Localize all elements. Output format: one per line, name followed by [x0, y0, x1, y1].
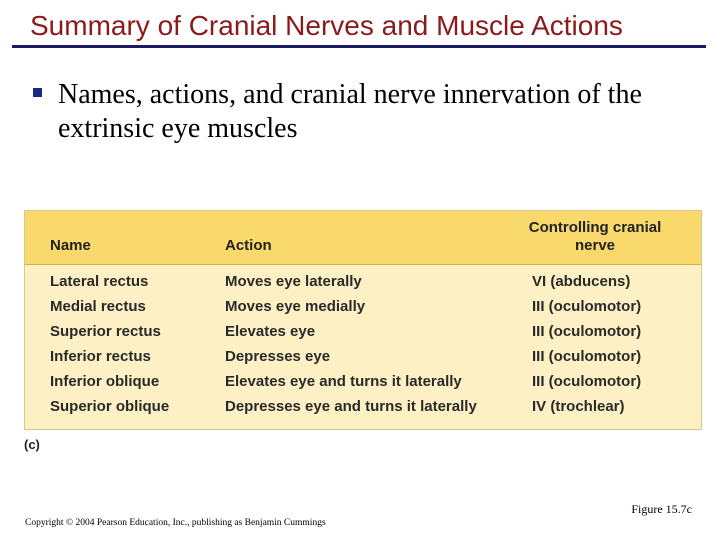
row-action: Moves eye laterally [225, 273, 362, 290]
figure-part-label: (c) [24, 437, 40, 452]
row-name: Superior oblique [50, 398, 170, 415]
slide-title: Summary of Cranial Nerves and Muscle Actions [30, 10, 623, 41]
row-name: Lateral rectus [50, 273, 149, 290]
header-name: Name [50, 237, 91, 254]
row-nerve: III (oculomotor) [532, 323, 642, 340]
row-action: Elevates eye and turns it laterally [225, 373, 462, 390]
figure-reference: Figure 15.7c [631, 502, 692, 516]
row-action: Elevates eye [225, 323, 316, 340]
row-name: Superior rectus [50, 323, 161, 340]
eye-muscle-table [24, 210, 702, 430]
row-action: Moves eye medially [225, 298, 366, 315]
header-nerve [495, 219, 695, 255]
copyright-notice: Copyright © 2004 Pearson Education, Inc., publishing as Benjamin Cummings [25, 518, 326, 528]
header-divider [25, 264, 701, 265]
row-nerve: VI (abducens) [532, 273, 631, 290]
table-header [25, 211, 701, 264]
header-nerve-line1: Controlling cranial [528, 219, 662, 236]
title-divider [12, 45, 706, 48]
row-name: Medial rectus [50, 298, 146, 315]
row-action: Depresses eye [225, 348, 331, 365]
header-nerve-line2: nerve [574, 237, 616, 254]
bullet-marker-icon [33, 88, 42, 97]
row-nerve: IV (trochlear) [532, 398, 625, 415]
row-nerve: III (oculomotor) [532, 373, 642, 390]
row-nerve: III (oculomotor) [532, 298, 642, 315]
row-nerve: III (oculomotor) [532, 348, 642, 365]
header-action: Action [225, 237, 272, 254]
row-action: Depresses eye and turns it laterally [225, 398, 477, 415]
bullet-text: Names, actions, and cranial nerve innervation of the extrinsic eye muscles [58, 79, 642, 144]
row-name: Inferior oblique [50, 373, 160, 390]
row-name: Inferior rectus [50, 348, 151, 365]
